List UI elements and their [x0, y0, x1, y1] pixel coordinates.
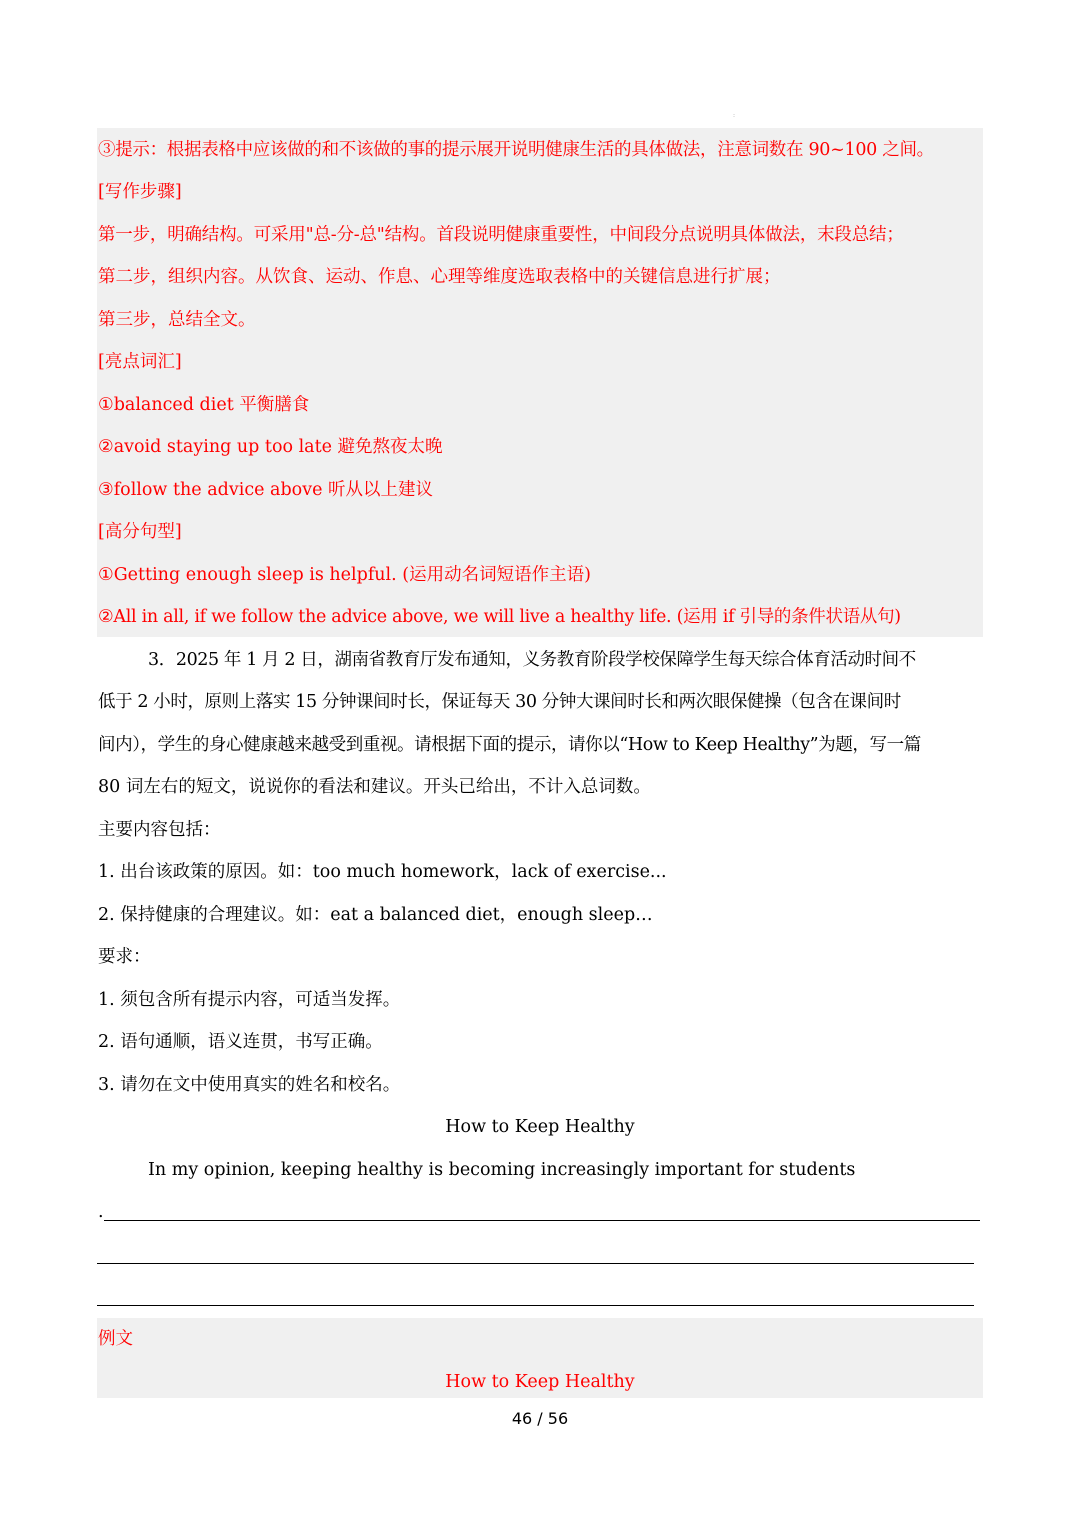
question-line-3: 间内），学生的身心健康越来越受到重视。请根据下面的提示，请你以“How to Keep Healthy”为题，写一篇: [98, 735, 921, 755]
example-title: How to Keep Healthy: [445, 1372, 635, 1392]
requirements-title: 要求：: [98, 947, 151, 967]
vocab-item-1: ①balanced diet 平衡膳食: [98, 395, 310, 415]
step-1: 第一步，明确结构。可采用"总-分-总"结构。首段说明健康重要性，中间段分点说明具体做法，末段总结；: [98, 225, 904, 245]
content-item-2: 2. 保持健康的合理建议。如：eat a balanced diet，enough sleep…: [98, 905, 653, 925]
hints-background: [97, 128, 983, 637]
essay-opening: In my opinion, keeping healthy is becoming increasingly important for students: [148, 1160, 856, 1180]
line-dot: .: [98, 1202, 104, 1222]
answer-line-1: [104, 1220, 980, 1221]
step-2: 第二步，组织内容。从饮食、运动、作息、心理等维度选取表格中的关键信息进行扩展；: [98, 267, 781, 287]
sentence-item-2: ②All in all, if we follow the advice above, we will live a healthy life. (运用 if 引导的条件状语从句): [98, 607, 901, 627]
answer-line-2: [97, 1263, 974, 1264]
answer-line-3: [97, 1305, 974, 1306]
example-label: 例文: [98, 1329, 133, 1349]
content-title: 主要内容包括：: [98, 820, 221, 840]
vocab-item-2: ②avoid staying up too late 避免熬夜太晚: [98, 437, 443, 457]
vocab-item-3: ③follow the advice above 听从以上建议: [98, 480, 434, 500]
sentences-title: [高分句型]: [98, 522, 182, 542]
question-line-2: 低于 2 小时，原则上落实 15 分钟课间时长，保证每天 30 分钟大课间时长和两次眼保健操（包含在课间时: [98, 692, 901, 712]
sentence-item-1: ①Getting enough sleep is helpful. (运用动名词短语作主语): [98, 565, 591, 585]
step-3: 第三步，总结全文。: [98, 310, 256, 330]
question-line-1: 3．2025 年 1 月 2 日，湖南省教育厅发布通知，义务教育阶段学校保障学生每天综合体育活动时间不: [148, 650, 916, 670]
page-number: 46 / 56: [511, 1409, 569, 1428]
requirement-item-1: 1. 须包含所有提示内容，可适当发挥。: [98, 990, 401, 1010]
hint-tip: ③提示：根据表格中应该做的和不该做的事的提示展开说明健康生活的具体做法，注意词数在 90~100 之间。: [98, 140, 934, 160]
steps-title: [写作步骤]: [98, 182, 182, 202]
requirement-item-2: 2. 语句通顺，语义连贯，书写正确。: [98, 1032, 383, 1052]
vocab-title: [亮点词汇]: [98, 352, 182, 372]
top-mark: :: [733, 112, 736, 119]
question-line-4: 80 词左右的短文，说说你的看法和建议。开头已给出，不计入总词数。: [98, 777, 651, 797]
requirement-item-3: 3. 请勿在文中使用真实的姓名和校名。: [98, 1075, 401, 1095]
content-item-1: 1. 出台该政策的原因。如：too much homework，lack of exercise...: [98, 862, 667, 882]
essay-title: How to Keep Healthy: [445, 1117, 635, 1137]
